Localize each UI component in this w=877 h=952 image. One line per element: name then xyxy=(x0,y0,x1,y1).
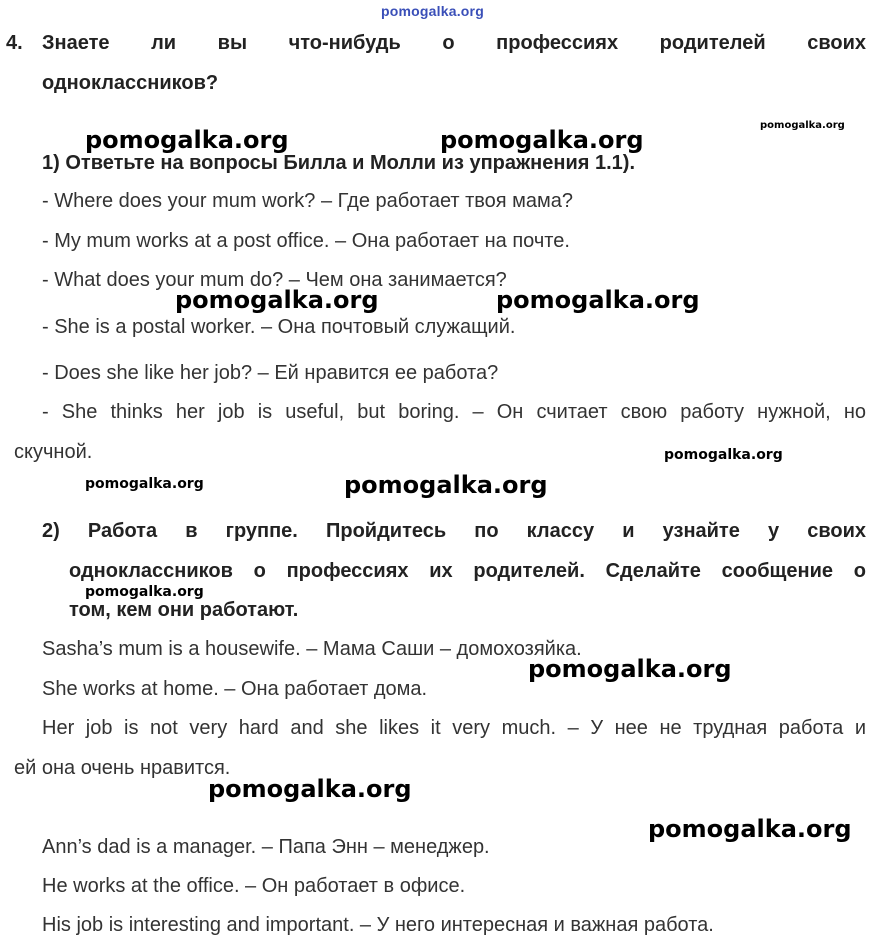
part2-heading-line3: том, кем они работают. xyxy=(69,599,299,621)
task-title-line1: Знаете ли вы что-нибудь о профессиях родителей своих xyxy=(42,32,866,54)
watermark-top: pomogalka.org xyxy=(381,3,484,19)
part2-line: Sasha’s mum is a housewife. – Мама Саши – домохозяйка. xyxy=(42,638,582,660)
part2-line: His job is interesting and important. – У него интересная и важная работа. xyxy=(42,914,714,936)
part1-line: - She is a postal worker. – Она почтовый служащий. xyxy=(42,316,516,338)
part2-line: He works at the office. – Он работает в офисе. xyxy=(42,875,466,897)
watermark: pomogalka.org xyxy=(208,775,412,803)
part1-line: - Where does your mum work? – Где работает твоя мама? xyxy=(42,190,574,212)
part2-line: Her job is not very hard and she likes it very much. – У нее не трудная работа и xyxy=(42,717,866,739)
part1-line: - Does she like her job? – Ей нравится ее работа? xyxy=(42,362,499,384)
watermark: pomogalka.org xyxy=(344,471,548,499)
part1-line: - She thinks her job is useful, but boring. – Он считает свою работу нужной, но xyxy=(42,401,866,423)
part2-heading-line2: одноклассников о профессиях их родителей. Сделайте сообщение о xyxy=(69,560,866,582)
watermark: pomogalka.org xyxy=(496,286,700,314)
task-number: 4. xyxy=(6,32,23,54)
watermark: pomogalka.org xyxy=(85,584,204,600)
watermark: pomogalka.org xyxy=(648,815,852,843)
watermark: pomogalka.org xyxy=(85,476,204,492)
part1-heading: 1) Ответьте на вопросы Билла и Молли из упражнения 1.1). xyxy=(42,152,635,174)
watermark: pomogalka.org xyxy=(440,126,644,154)
part1-line: - My mum works at a post office. – Она работает на почте. xyxy=(42,230,570,252)
watermark: pomogalka.org xyxy=(528,655,732,683)
part2-line: She works at home. – Она работает дома. xyxy=(42,678,428,700)
part1-line: - What does your mum do? – Чем она занимается? xyxy=(42,269,507,291)
watermark: pomogalka.org xyxy=(175,286,379,314)
task-title-line2: одноклассников? xyxy=(42,72,219,94)
watermark: pomogalka.org xyxy=(760,120,845,131)
watermark: pomogalka.org xyxy=(664,447,783,463)
part1-line: скучной. xyxy=(14,441,93,463)
part2-line: ей она очень нравится. xyxy=(14,757,231,779)
part2-line: Ann’s dad is a manager. – Папа Энн – менеджер. xyxy=(42,836,490,858)
watermark: pomogalka.org xyxy=(85,126,289,154)
part2-heading-line1: 2) Работа в группе. Пройдитесь по классу и узнайте у своих xyxy=(42,520,866,542)
